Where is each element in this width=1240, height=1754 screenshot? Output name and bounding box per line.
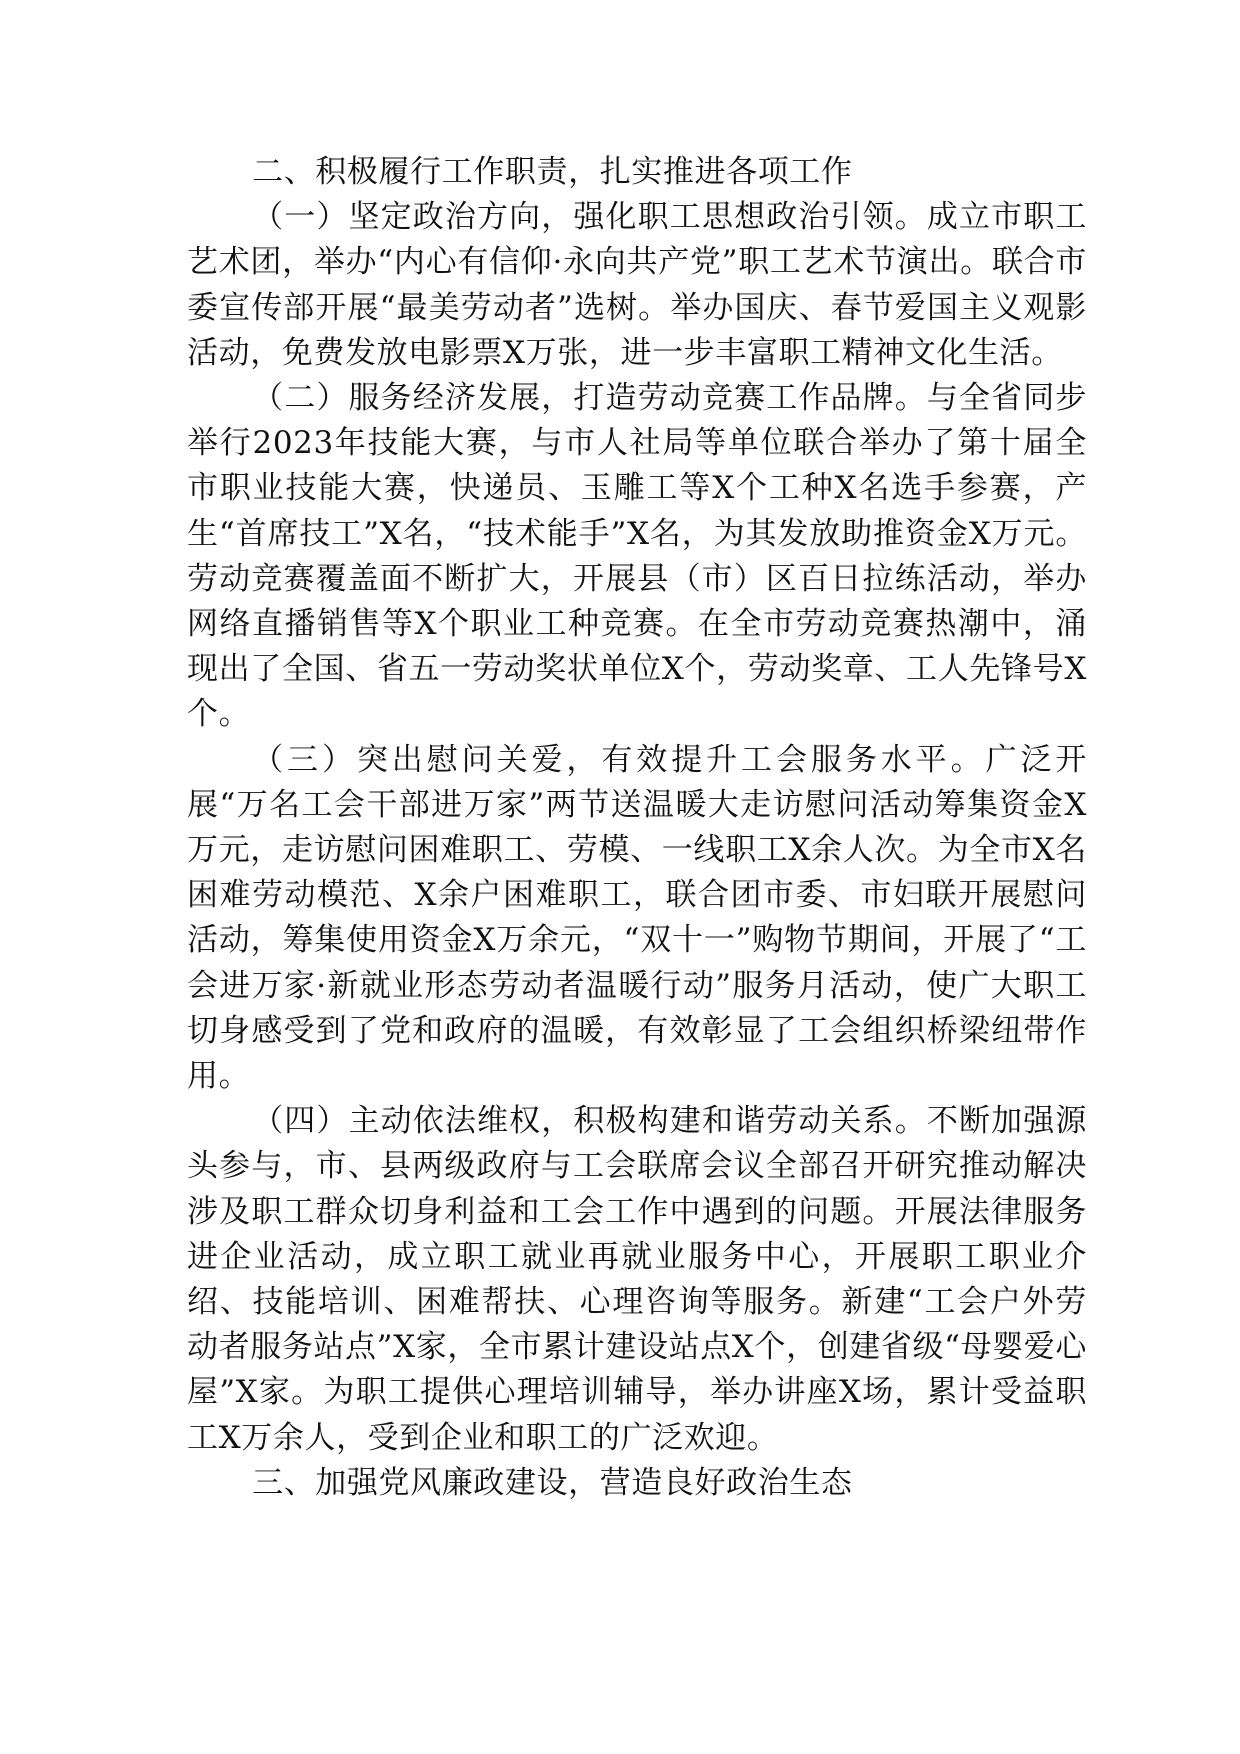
section-heading-two: 二、积极履行工作职责，扎实推进各项工作 [252,154,853,190]
paragraph-political-direction: （一）坚定政治方向，强化职工思想政治引领。成立市职工艺术团，举办“内心有信仰·永向共产党”职工艺术节演出。联合市委宣传部开展“最美劳动者”选树。举办国庆、春节爱国主义观影活动，免费发放电影票X万张，进一步丰富职工精神文化生活。 [187,199,1087,371]
document-page [187,150,1087,1506]
paragraph-rights-protection: （四）主动依法维权，积极构建和谐劳动关系。不断加强源头参与，市、县两级政府与工会联席会议全部召开研究推动解决涉及职工群众切身利益和工会工作中遇到的问题。开展法律服务进企业活动，成立职工就业再就业服务中心，开展职工职业介绍、技能培训、困难帮扶、心理咨询等服务。新建“工会户外劳动者服务站点”X家，全市累计建设站点X个，创建省级“母婴爱心屋”X家。为职工提供心理培训辅导，举办讲座X场，累计受益职工X万余人，受到企业和职工的广泛欢迎。 [187,1103,1087,1456]
paragraph-care-service: （三）突出慰问关爱，有效提升工会服务水平。广泛开展“万名工会干部进万家”两节送温暖大走访慰问活动筹集资金X万元，走访慰问困难职工、劳模、一线职工X余人次。为全市X名困难劳动模范、X余户困难职工，联合团市委、市妇联开展慰问活动，筹集使用资金X万余元，“双十一”购物节期间，开展了“工会进万家·新就业形态劳动者温暖行动”服务月活动，使广大职工切身感受到了党和政府的温暖，有效彰显了工会组织桥梁纽带作用。 [187,741,1087,1095]
paragraph-labor-competition: （二）服务经济发展，打造劳动竞赛工作品牌。与全省同步举行2023年技能大赛，与市人社局等单位联合举办了第十届全市职业技能大赛，快递员、玉雕工等X个工种X名选手参赛，产生“首席技工”X名，“技术能手”X名，为其发放助推资金X万元。劳动竞赛覆盖面不断扩大，开展县（市）区百日拉练活动，举办网络直播销售等X个职业工种竞赛。在全市劳动竞赛热潮中，涌现出了全国、省五一劳动奖状单位X个，劳动奖章、工人先锋号X个。 [187,380,1087,733]
section-heading-three: 三、加强党风廉政建设，营造良好政治生态 [252,1464,853,1501]
